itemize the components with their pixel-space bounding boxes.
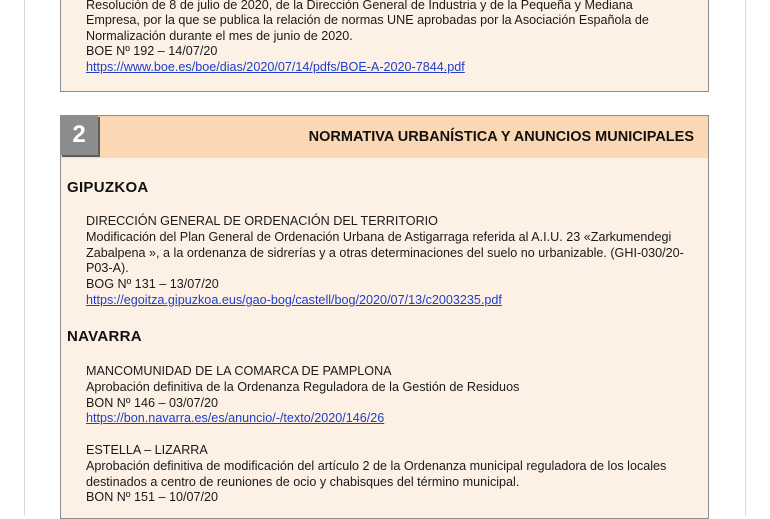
entry-text: destinados a centro de reuniones de ocio y chabisques del término municipal. [86, 475, 520, 489]
entry-text: Empresa, por la que se publica la relación de normas UNE aprobadas por la Asociación Española de [86, 13, 649, 27]
entry-text: Resolución de 8 de julio de 2020, de la Dirección General de Industria y de la Pequeña y Mediana [86, 0, 633, 12]
region-heading-gipuzkoa: GIPUZKOA [67, 179, 149, 196]
section-header [60, 115, 709, 159]
bog-link[interactable]: https://egoitza.gipuzkoa.eus/gao-bog/castell/bog/2020/07/13/c2003235.pdf [86, 293, 502, 307]
boe-link[interactable]: https://www.boe.es/boe/dias/2020/07/14/pdfs/BOE-A-2020-7844.pdf [86, 60, 465, 74]
entry-text: Modificación del Plan General de Ordenación Urbana de Astigarraga referida al A.I.U. 23 «Zarkumendegi [86, 230, 672, 244]
entry-organization: DIRECCIÓN GENERAL DE ORDENACIÓN DEL TERRITORIO [86, 214, 438, 228]
entry-organization: MANCOMUNIDAD DE LA COMARCA DE PAMPLONA [86, 364, 392, 378]
entry-text: Aprobación definitiva de la Ordenanza Reguladora de la Gestión de Residuos [86, 380, 520, 394]
entry-reference: BON Nº 151 – 10/07/20 [86, 490, 219, 504]
bon-link[interactable]: https://bon.navarra.es/es/anuncio/-/texto/2020/146/26 [86, 411, 385, 425]
entry-organization: ESTELLA – LIZARRA [86, 443, 208, 457]
region-heading-navarra: NAVARRA [67, 328, 142, 345]
entry-text: Zabalpena », a la ordenanza de sidrerías y a otras determinaciones del suelo no urbanizable. (GHI-030/20- [86, 246, 684, 260]
entry-reference: BOG Nº 131 – 13/07/20 [86, 277, 219, 291]
section-number-badge: 2 [60, 115, 98, 155]
entry-text: P03-A). [86, 261, 129, 275]
entry-text: Aprobación definitiva de modificación del artículo 2 de la Ordenanza municipal reguladora de los locales [86, 459, 667, 473]
entry-reference: BON Nº 146 – 03/07/20 [86, 396, 219, 410]
entry-reference: BOE Nº 192 – 14/07/20 [86, 44, 218, 58]
entry-text: Normalización durante el mes de junio de 2020. [86, 29, 353, 43]
section-title: NORMATIVA URBANÍSTICA Y ANUNCIOS MUNICIPALES [308, 129, 694, 145]
